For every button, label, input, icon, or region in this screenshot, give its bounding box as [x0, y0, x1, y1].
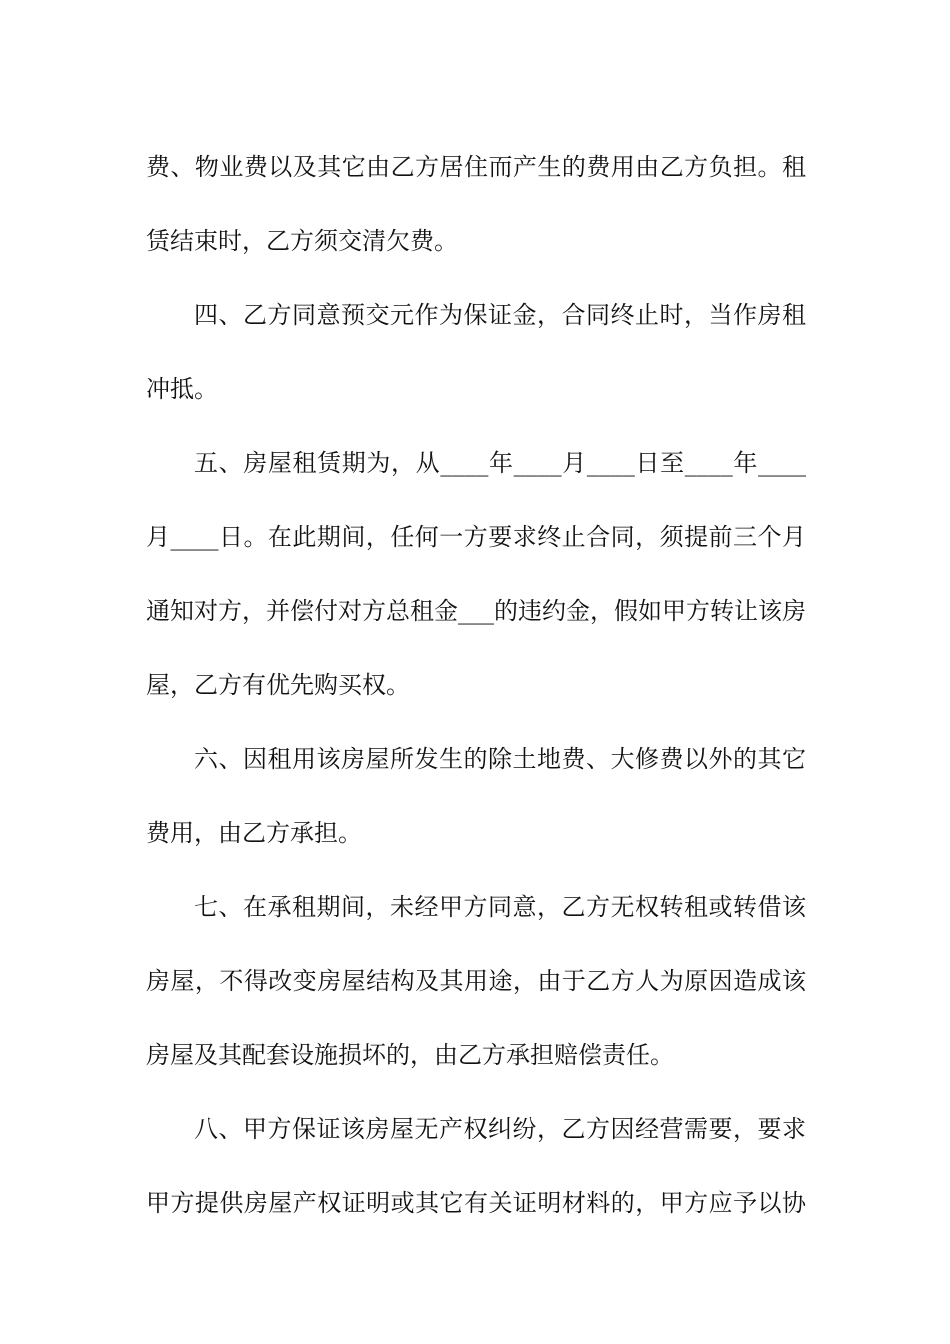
contract-body-text: [146, 130, 806, 1240]
text-line: 甲方提供房屋产权证明或其它有关证明材料的，甲方应予以协: [146, 1189, 806, 1217]
text-line: 通知对方，并偿付对方总租金___的违约金，假如甲方转让该房: [146, 597, 806, 625]
text-line: 费用，由乙方承担。: [146, 819, 362, 847]
text-line: 四、乙方同意预交元作为保证金，合同终止时，当作房租: [194, 301, 806, 329]
text-line: 屋，乙方有优先购买权。: [146, 671, 410, 699]
text-line: 房屋及其配套设施损坏的，由乙方承担赔偿责任。: [146, 1041, 674, 1069]
text-line: 房屋，不得改变房屋结构及其用途，由于乙方人为原因造成该: [146, 967, 806, 995]
text-line: 赁结束时，乙方须交清欠费。: [146, 227, 458, 255]
text-line: 费、物业费以及其它由乙方居住而产生的费用由乙方负担。租: [146, 153, 806, 181]
text-line: 七、在承租期间，未经甲方同意，乙方无权转租或转借该: [194, 893, 806, 921]
text-line: 五、房屋租赁期为，从____年____月____日至____年____: [194, 449, 806, 477]
text-line: 月____日。在此期间，任何一方要求终止合同，须提前三个月: [146, 523, 806, 551]
text-line: 八、甲方保证该房屋无产权纠纷，乙方因经营需要，要求: [194, 1115, 806, 1143]
text-line: 冲抵。: [146, 375, 218, 403]
text-line: 六、因租用该房屋所发生的除土地费、大修费以外的其它: [194, 745, 806, 773]
